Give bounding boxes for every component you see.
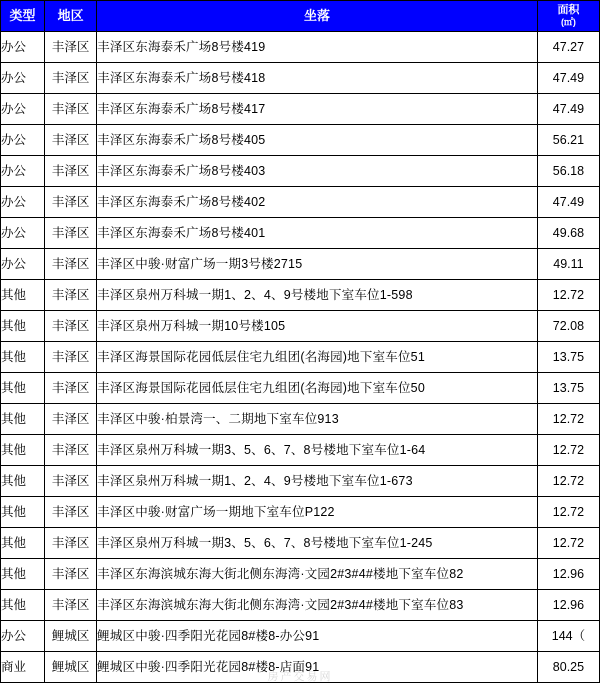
cell-region: 丰泽区 <box>45 280 97 311</box>
cell-area: 12.72 <box>537 497 599 528</box>
table-row[interactable] <box>1 125 600 156</box>
cell-region: 丰泽区 <box>45 249 97 280</box>
table-row[interactable] <box>1 404 600 435</box>
table-row[interactable] <box>1 342 600 373</box>
cell-region: 丰泽区 <box>45 125 97 156</box>
cell-address: 丰泽区海景国际花园低层住宅九组团(名海园)地下室车位50 <box>97 373 538 404</box>
cell-address: 丰泽区海景国际花园低层住宅九组团(名海园)地下室车位51 <box>97 342 538 373</box>
table-row[interactable] <box>1 218 600 249</box>
cell-type: 其他 <box>1 528 45 559</box>
cell-address: 丰泽区中骏·财富广场一期地下室车位P122 <box>97 497 538 528</box>
cell-type: 办公 <box>1 125 45 156</box>
table-header <box>1 1 600 32</box>
table-row[interactable] <box>1 249 600 280</box>
cell-area: 56.18 <box>537 156 599 187</box>
cell-address: 鲤城区中骏·四季阳光花园8#楼8-办公91 <box>97 621 538 652</box>
cell-type: 办公 <box>1 621 45 652</box>
cell-type: 其他 <box>1 404 45 435</box>
cell-area: 12.72 <box>537 528 599 559</box>
cell-address: 丰泽区泉州万科城一期1、2、4、9号楼地下室车位1-673 <box>97 466 538 497</box>
cell-region: 丰泽区 <box>45 218 97 249</box>
cell-area: 12.96 <box>537 590 599 621</box>
cell-region: 丰泽区 <box>45 497 97 528</box>
table-row[interactable] <box>1 373 600 404</box>
table-row[interactable] <box>1 497 600 528</box>
table-row[interactable] <box>1 94 600 125</box>
cell-address: 丰泽区中骏·柏景湾一、二期地下室车位913 <box>97 404 538 435</box>
cell-address: 丰泽区东海泰禾广场8号楼418 <box>97 63 538 94</box>
cell-area: 72.08 <box>537 311 599 342</box>
cell-type: 商业 <box>1 652 45 683</box>
cell-type: 办公 <box>1 63 45 94</box>
table-row[interactable] <box>1 63 600 94</box>
cell-area: 12.96 <box>537 559 599 590</box>
cell-area: 13.75 <box>537 342 599 373</box>
column-header-area <box>537 1 599 32</box>
cell-area: 80.25 <box>537 652 599 683</box>
column-header-area-label: 面积 <box>557 4 580 16</box>
cell-area: 12.72 <box>537 435 599 466</box>
cell-type: 办公 <box>1 218 45 249</box>
table-row[interactable] <box>1 187 600 218</box>
cell-area: 56.21 <box>537 125 599 156</box>
cell-area: 12.72 <box>537 280 599 311</box>
cell-address: 丰泽区东海泰禾广场8号楼405 <box>97 125 538 156</box>
cell-type: 办公 <box>1 249 45 280</box>
cell-type: 其他 <box>1 466 45 497</box>
column-header-area-unit: (㎡) <box>560 17 576 27</box>
cell-type: 办公 <box>1 156 45 187</box>
cell-address: 丰泽区东海泰禾广场8号楼402 <box>97 187 538 218</box>
table-row[interactable] <box>1 311 600 342</box>
table-row[interactable] <box>1 621 600 652</box>
cell-area: 47.49 <box>537 187 599 218</box>
column-header-address: 坐落 <box>97 1 538 32</box>
cell-area: 47.49 <box>537 63 599 94</box>
column-header-type: 类型 <box>1 1 45 32</box>
cell-region: 丰泽区 <box>45 156 97 187</box>
table-row[interactable] <box>1 466 600 497</box>
table-body <box>1 32 600 683</box>
watermark: 房产交易网 <box>267 671 333 683</box>
cell-area: 47.49 <box>537 94 599 125</box>
cell-type: 其他 <box>1 373 45 404</box>
cell-region: 丰泽区 <box>45 342 97 373</box>
cell-type: 办公 <box>1 94 45 125</box>
cell-area: 47.27 <box>537 32 599 63</box>
table-row[interactable] <box>1 528 600 559</box>
cell-region: 丰泽区 <box>45 590 97 621</box>
cell-region: 鲤城区 <box>45 652 97 683</box>
cell-area: 12.72 <box>537 404 599 435</box>
table-row[interactable] <box>1 32 600 63</box>
cell-address: 丰泽区泉州万科城一期3、5、6、7、8号楼地下室车位1-245 <box>97 528 538 559</box>
cell-region: 丰泽区 <box>45 187 97 218</box>
cell-region: 丰泽区 <box>45 559 97 590</box>
cell-region: 丰泽区 <box>45 311 97 342</box>
table-row[interactable] <box>1 435 600 466</box>
cell-region: 丰泽区 <box>45 94 97 125</box>
cell-region: 丰泽区 <box>45 466 97 497</box>
cell-address: 丰泽区泉州万科城一期3、5、6、7、8号楼地下室车位1-64 <box>97 435 538 466</box>
cell-type: 其他 <box>1 311 45 342</box>
cell-type: 其他 <box>1 590 45 621</box>
cell-address: 丰泽区泉州万科城一期1、2、4、9号楼地下室车位1-598 <box>97 280 538 311</box>
table-header-row <box>1 1 600 32</box>
column-header-region: 地区 <box>45 1 97 32</box>
cell-address: 丰泽区东海泰禾广场8号楼403 <box>97 156 538 187</box>
cell-region: 丰泽区 <box>45 404 97 435</box>
cell-area: 13.75 <box>537 373 599 404</box>
table-row[interactable] <box>1 156 600 187</box>
cell-address: 鲤城区中骏·四季阳光花园8#楼8-店面91 <box>97 652 538 683</box>
cell-area: 49.11 <box>537 249 599 280</box>
cell-region: 丰泽区 <box>45 528 97 559</box>
cell-address: 丰泽区东海滨城东海大街北侧东海湾·文园2#3#4#楼地下室车位82 <box>97 559 538 590</box>
cell-type: 其他 <box>1 280 45 311</box>
cell-area: 12.72 <box>537 466 599 497</box>
cell-type: 其他 <box>1 559 45 590</box>
cell-area: 144（ <box>537 621 599 652</box>
cell-type: 办公 <box>1 187 45 218</box>
table-row[interactable] <box>1 590 600 621</box>
cell-region: 丰泽区 <box>45 63 97 94</box>
cell-type: 其他 <box>1 497 45 528</box>
table-row[interactable] <box>1 559 600 590</box>
cell-address: 丰泽区东海泰禾广场8号楼417 <box>97 94 538 125</box>
cell-type: 其他 <box>1 342 45 373</box>
cell-region: 鲤城区 <box>45 621 97 652</box>
cell-address: 丰泽区东海滨城东海大街北侧东海湾·文园2#3#4#楼地下室车位83 <box>97 590 538 621</box>
cell-address: 丰泽区东海泰禾广场8号楼419 <box>97 32 538 63</box>
table-row[interactable] <box>1 280 600 311</box>
cell-region: 丰泽区 <box>45 435 97 466</box>
cell-address: 丰泽区泉州万科城一期10号楼105 <box>97 311 538 342</box>
cell-type: 其他 <box>1 435 45 466</box>
cell-type: 办公 <box>1 32 45 63</box>
cell-address: 丰泽区中骏·财富广场一期3号楼2715 <box>97 249 538 280</box>
cell-region: 丰泽区 <box>45 32 97 63</box>
cell-address: 丰泽区东海泰禾广场8号楼401 <box>97 218 538 249</box>
cell-area: 49.68 <box>537 218 599 249</box>
table-row[interactable] <box>1 652 600 683</box>
cell-region: 丰泽区 <box>45 373 97 404</box>
